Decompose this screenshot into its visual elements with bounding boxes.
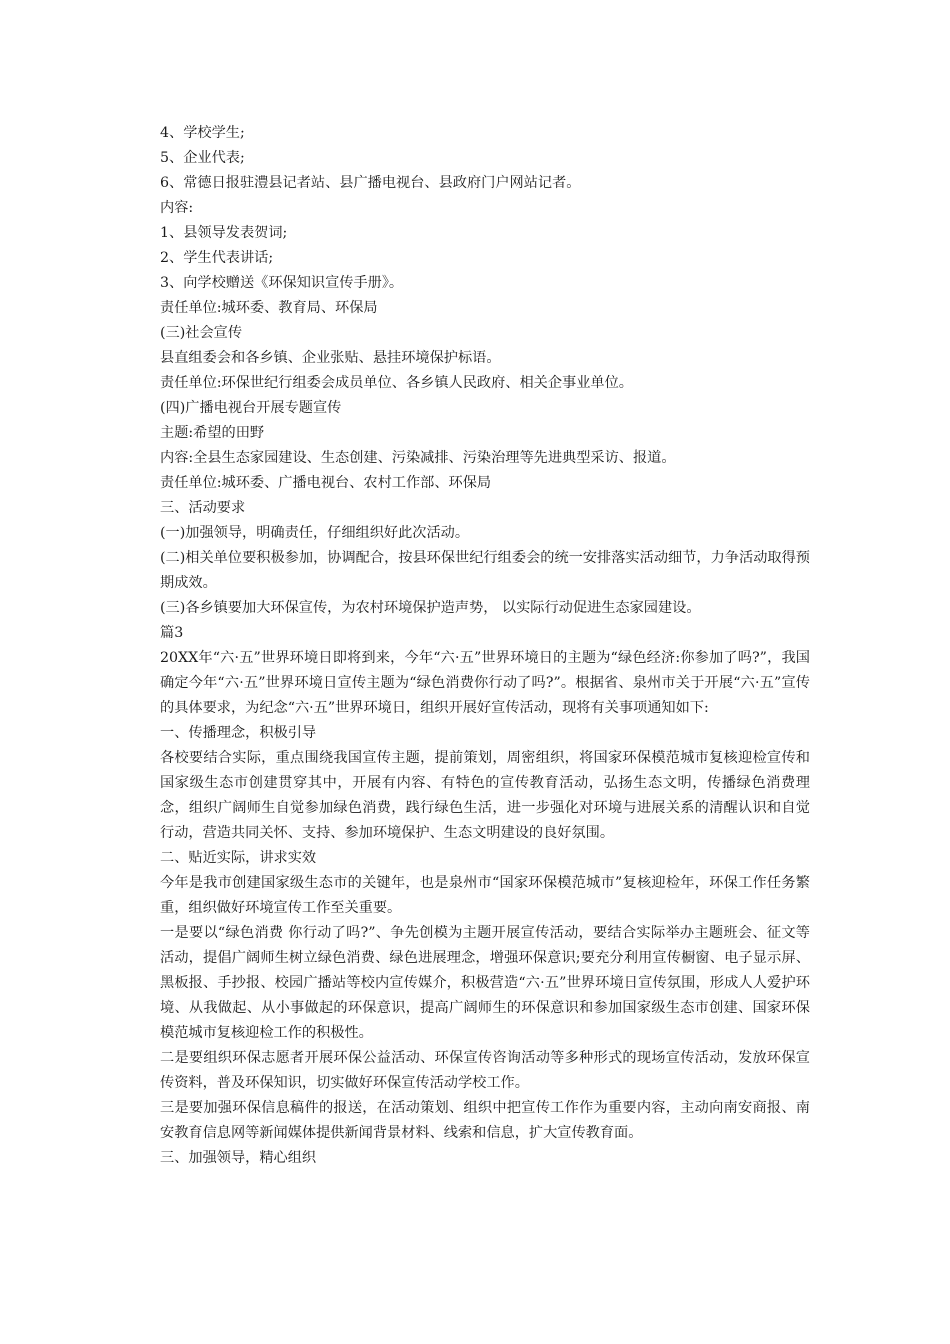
section-heading: (三)社会宣传: [160, 325, 243, 341]
document-body: [160, 121, 810, 1171]
section-heading: 一、传播理念，积极引导: [160, 725, 317, 741]
paragraph: (一)加强领导，明确责任，仔细组织好此次活动。: [160, 525, 470, 541]
paragraph: 责任单位:环保世纪行组委会成员单位、各乡镇人民政府、相关企事业单位。: [160, 375, 633, 391]
paragraph: 20XX年“六·五”世界环境日即将到来，今年“六·五”世界环境日的主题为“绿色经济:你参加了吗?”，我国确定今年“六·五”世界环境日宣传主题为“绿色消费你行动了吗?”。根据省、泉州市关于开展“六·五”宣传的具体要求，为纪念“六·五”世界环境日，组织开展好宣传活动，现将有关事项通知如下:: [160, 650, 810, 716]
paragraph: (二)相关单位要积极参加，协调配合，按县环保世纪行组委会的统一安排落实活动细节，力争活动取得预期成效。: [160, 550, 810, 591]
article-heading: 篇3: [160, 625, 184, 641]
paragraph: 内容:: [160, 200, 194, 216]
paragraph: 责任单位:城环委、广播电视台、农村工作部、环保局: [160, 475, 492, 491]
paragraph: 6、常德日报驻澧县记者站、县广播电视台、县政府门户网站记者。: [160, 175, 581, 191]
paragraph: 内容:全县生态家园建设、生态创建、污染减排、污染治理等先进典型采访、报道。: [160, 450, 676, 466]
section-heading: (四)广播电视台开展专题宣传: [160, 400, 342, 416]
paragraph: 3、向学校赠送《环保知识宣传手册》。: [160, 275, 404, 291]
paragraph: 县直组委会和各乡镇、企业张贴、悬挂环境保护标语。: [160, 350, 501, 366]
paragraph: 2、学生代表讲话;: [160, 250, 274, 266]
paragraph: 今年是我市创建国家级生态市的关键年，也是泉州市“国家环保模范城市”复核迎检年，环保工作任务繁重，组织做好环境宣传工作至关重要。: [160, 875, 810, 916]
section-heading: 二、贴近实际，讲求实效: [160, 850, 317, 866]
paragraph: 各校要结合实际，重点围绕我国宣传主题，提前策划，周密组织，将国家环保模范城市复核迎检宣传和国家级生态市创建贯穿其中，开展有内容、有特色的宣传教育活动，弘扬生态文明，传播绿色消费理念，组织广阔师生自觉参加绿色消费，践行绿色生活，进一步强化对环境与进展关系的清醒认识和自觉行动，营造共同关怀、支持、参加环境保护、生态文明建设的良好氛围。: [160, 750, 810, 841]
paragraph: 5、企业代表;: [160, 150, 245, 166]
section-heading: 三、活动要求: [160, 500, 246, 516]
section-heading: 三、加强领导，精心组织: [160, 1150, 317, 1166]
paragraph: 三是要加强环保信息稿件的报送，在活动策划、组织中把宣传工作作为重要内容，主动向南安商报、南安教育信息网等新闻媒体提供新闻背景材料、线索和信息，扩大宣传教育面。: [160, 1100, 810, 1141]
paragraph: 1、县领导发表贺词;: [160, 225, 288, 241]
paragraph: 一是要以“绿色消费 你行动了吗?”、争先创模为主题开展宣传活动，要结合实际举办主题班会、征文等活动，提倡广阔师生树立绿色消费、绿色进展理念，增强环保意识;要充分利用宣传橱窗、电子显示屏、黑板报、手抄报、校园广播站等校内宣传媒介，积极营造“六·五”世界环境日宣传氛围，形成人人爱护环境、从我做起、从小事做起的环保意识，提高广阔师生的环保意识和参加国家级生态市创建、国家环保模范城市复核迎检工作的积极性。: [160, 925, 810, 1041]
paragraph: 主题:希望的田野: [160, 425, 265, 441]
paragraph: 责任单位:城环委、教育局、环保局: [160, 300, 378, 316]
paragraph: 二是要组织环保志愿者开展环保公益活动、环保宣传咨询活动等多种形式的现场宣传活动，发放环保宣传资料，普及环保知识，切实做好环保宣传活动学校工作。: [160, 1050, 810, 1091]
paragraph: (三)各乡镇要加大环保宣传，为农村环境保护造声势， 以实际行动促进生态家园建设。: [160, 600, 701, 616]
paragraph: 4、学校学生;: [160, 125, 245, 141]
